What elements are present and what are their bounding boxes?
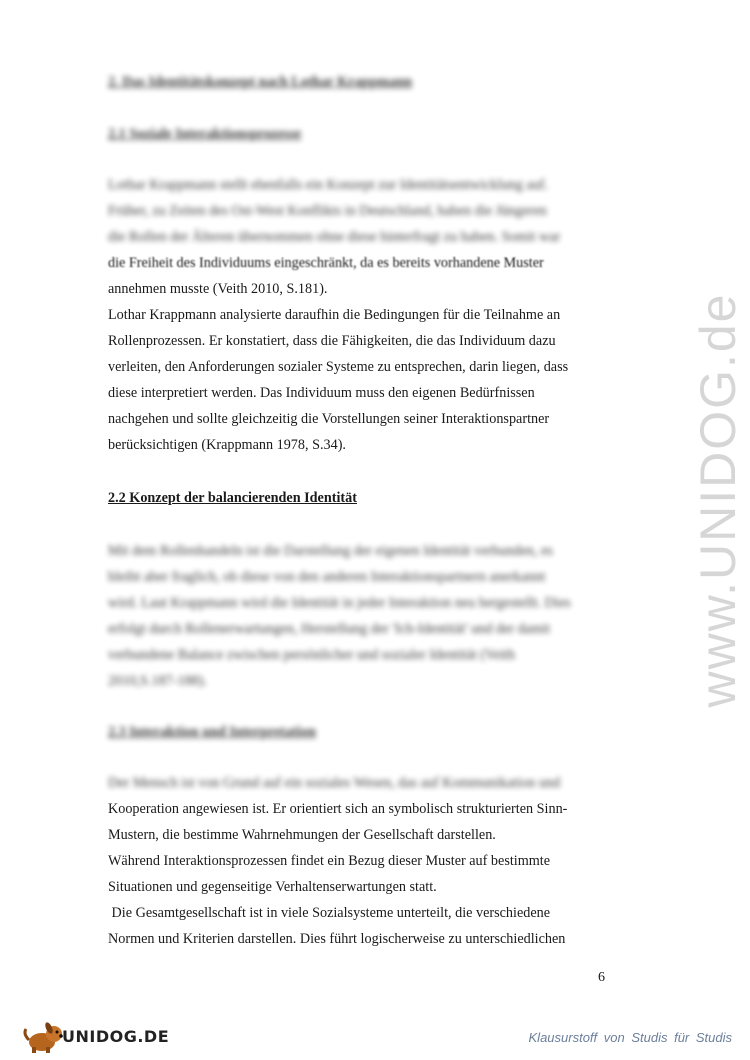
page-number: 6: [598, 970, 605, 985]
paragraph-3-line: Der Mensch ist von Grund auf ein soziales Wesen, das auf Kommunikation und: [108, 775, 561, 791]
paragraph-1-line: nachgehen und sollte gleichzeitig die Vorstellungen seiner Interaktionspartner: [108, 411, 550, 427]
logo-text: UNIDOG.DE: [62, 1027, 170, 1046]
main-heading: 2. Das Identitätskonzept nach Lothar Krappmann: [108, 74, 413, 90]
paragraph-3-line: Mustern, die bestimme Wahrnehmungen der Gesellschaft darstellen.: [108, 827, 496, 843]
paragraph-2: [108, 538, 608, 694]
paragraph-2-line: bleibt aber fraglich, ob diese von den anderen Interaktionspartnern anerkannt: [108, 569, 546, 585]
section-2-2-heading: 2.2 Konzept der balancierenden Identität: [108, 490, 357, 506]
paragraph-1-line: Lothar Krappmann analysierte daraufhin die Bedingungen für die Teilnahme an: [108, 307, 561, 323]
paragraph-1-line: berücksichtigen (Krappmann 1978, S.34).: [108, 437, 346, 453]
paragraph-1-line: die Rollen der Älteren übernommen ohne diese hinterfragt zu haben. Somit war: [108, 229, 561, 245]
paragraph-1-line: Früher, zu Zeiten des Ost-West Konflikts in Deutschland, haben die Jüngeren: [108, 203, 547, 219]
paragraph-1: [108, 172, 608, 458]
paragraph-3: [108, 770, 608, 952]
paragraph-2-line: 2010,S.187-188).: [108, 673, 207, 689]
section-2-3-heading: 2.3 Interaktion und Interpretation: [108, 724, 316, 740]
paragraph-1-line: Lothar Krappmann stellt ebenfalls ein Konzept zur Identitätsentwicklung auf.: [108, 177, 549, 193]
footer-slogan: Klausurstoff von Studis für Studis: [528, 1030, 732, 1045]
paragraph-3-line: Die Gesamtgesellschaft ist in viele Sozialsysteme unterteilt, die verschiedene: [108, 905, 551, 921]
paragraph-2-line: erfolgt durch Rollenerwartungen, Herstellung der 'Ich-Identität' und der damit: [108, 621, 551, 637]
paragraph-2-line: verbundene Balance zwischen persönlicher und sozialer Identität (Veith: [108, 647, 515, 663]
section-2-1-heading: 2.1 Soziale Interaktionsprozesse: [108, 126, 302, 142]
main-heading-block: [108, 72, 608, 92]
paragraph-3-line: Während Interaktionsprozessen findet ein Bezug dieser Muster auf bestimmte: [108, 853, 551, 869]
paragraph-3-line: Normen und Kriterien darstellen. Dies führt logischerweise zu unterschiedlichen: [108, 931, 566, 947]
paragraph-1-line: diese interpretiert werden. Das Individuum muss den eigenen Bedürfnissen: [108, 385, 535, 401]
paragraph-1-line: annehmen musste (Veith 2010, S.181).: [108, 281, 328, 297]
paragraph-3-line: Situationen und gegenseitige Verhaltenserwartungen statt.: [108, 879, 437, 895]
watermark: www.UNIDOG.de: [690, 292, 746, 708]
paragraph-1-line: verleiten, den Anforderungen sozialer Systeme zu entsprechen, darin liegen, dass: [108, 359, 569, 375]
paragraph-2-line: Mit dem Rollenhandeln ist die Darstellung der eigenen Identität verbunden, es: [108, 543, 553, 559]
section-2-3-heading-block: [108, 722, 608, 742]
section-2-1-heading-block: [108, 124, 608, 144]
section-2-2-heading-block: [108, 488, 608, 508]
paragraph-3-line: Kooperation angewiesen ist. Er orientiert sich an symbolisch strukturierten Sinn-: [108, 801, 568, 817]
paragraph-2-line: wird. Laut Krappmann wird die Identität in jeder Interaktion neu hergestellt. Dies: [108, 595, 571, 611]
paragraph-1-line: Rollenprozessen. Er konstatiert, dass die Fähigkeiten, die das Individuum dazu: [108, 333, 556, 349]
paragraph-1-line: die Freiheit des Individuums eingeschränkt, da es bereits vorhandene Muster: [108, 255, 544, 271]
dog-icon: [25, 1021, 63, 1053]
